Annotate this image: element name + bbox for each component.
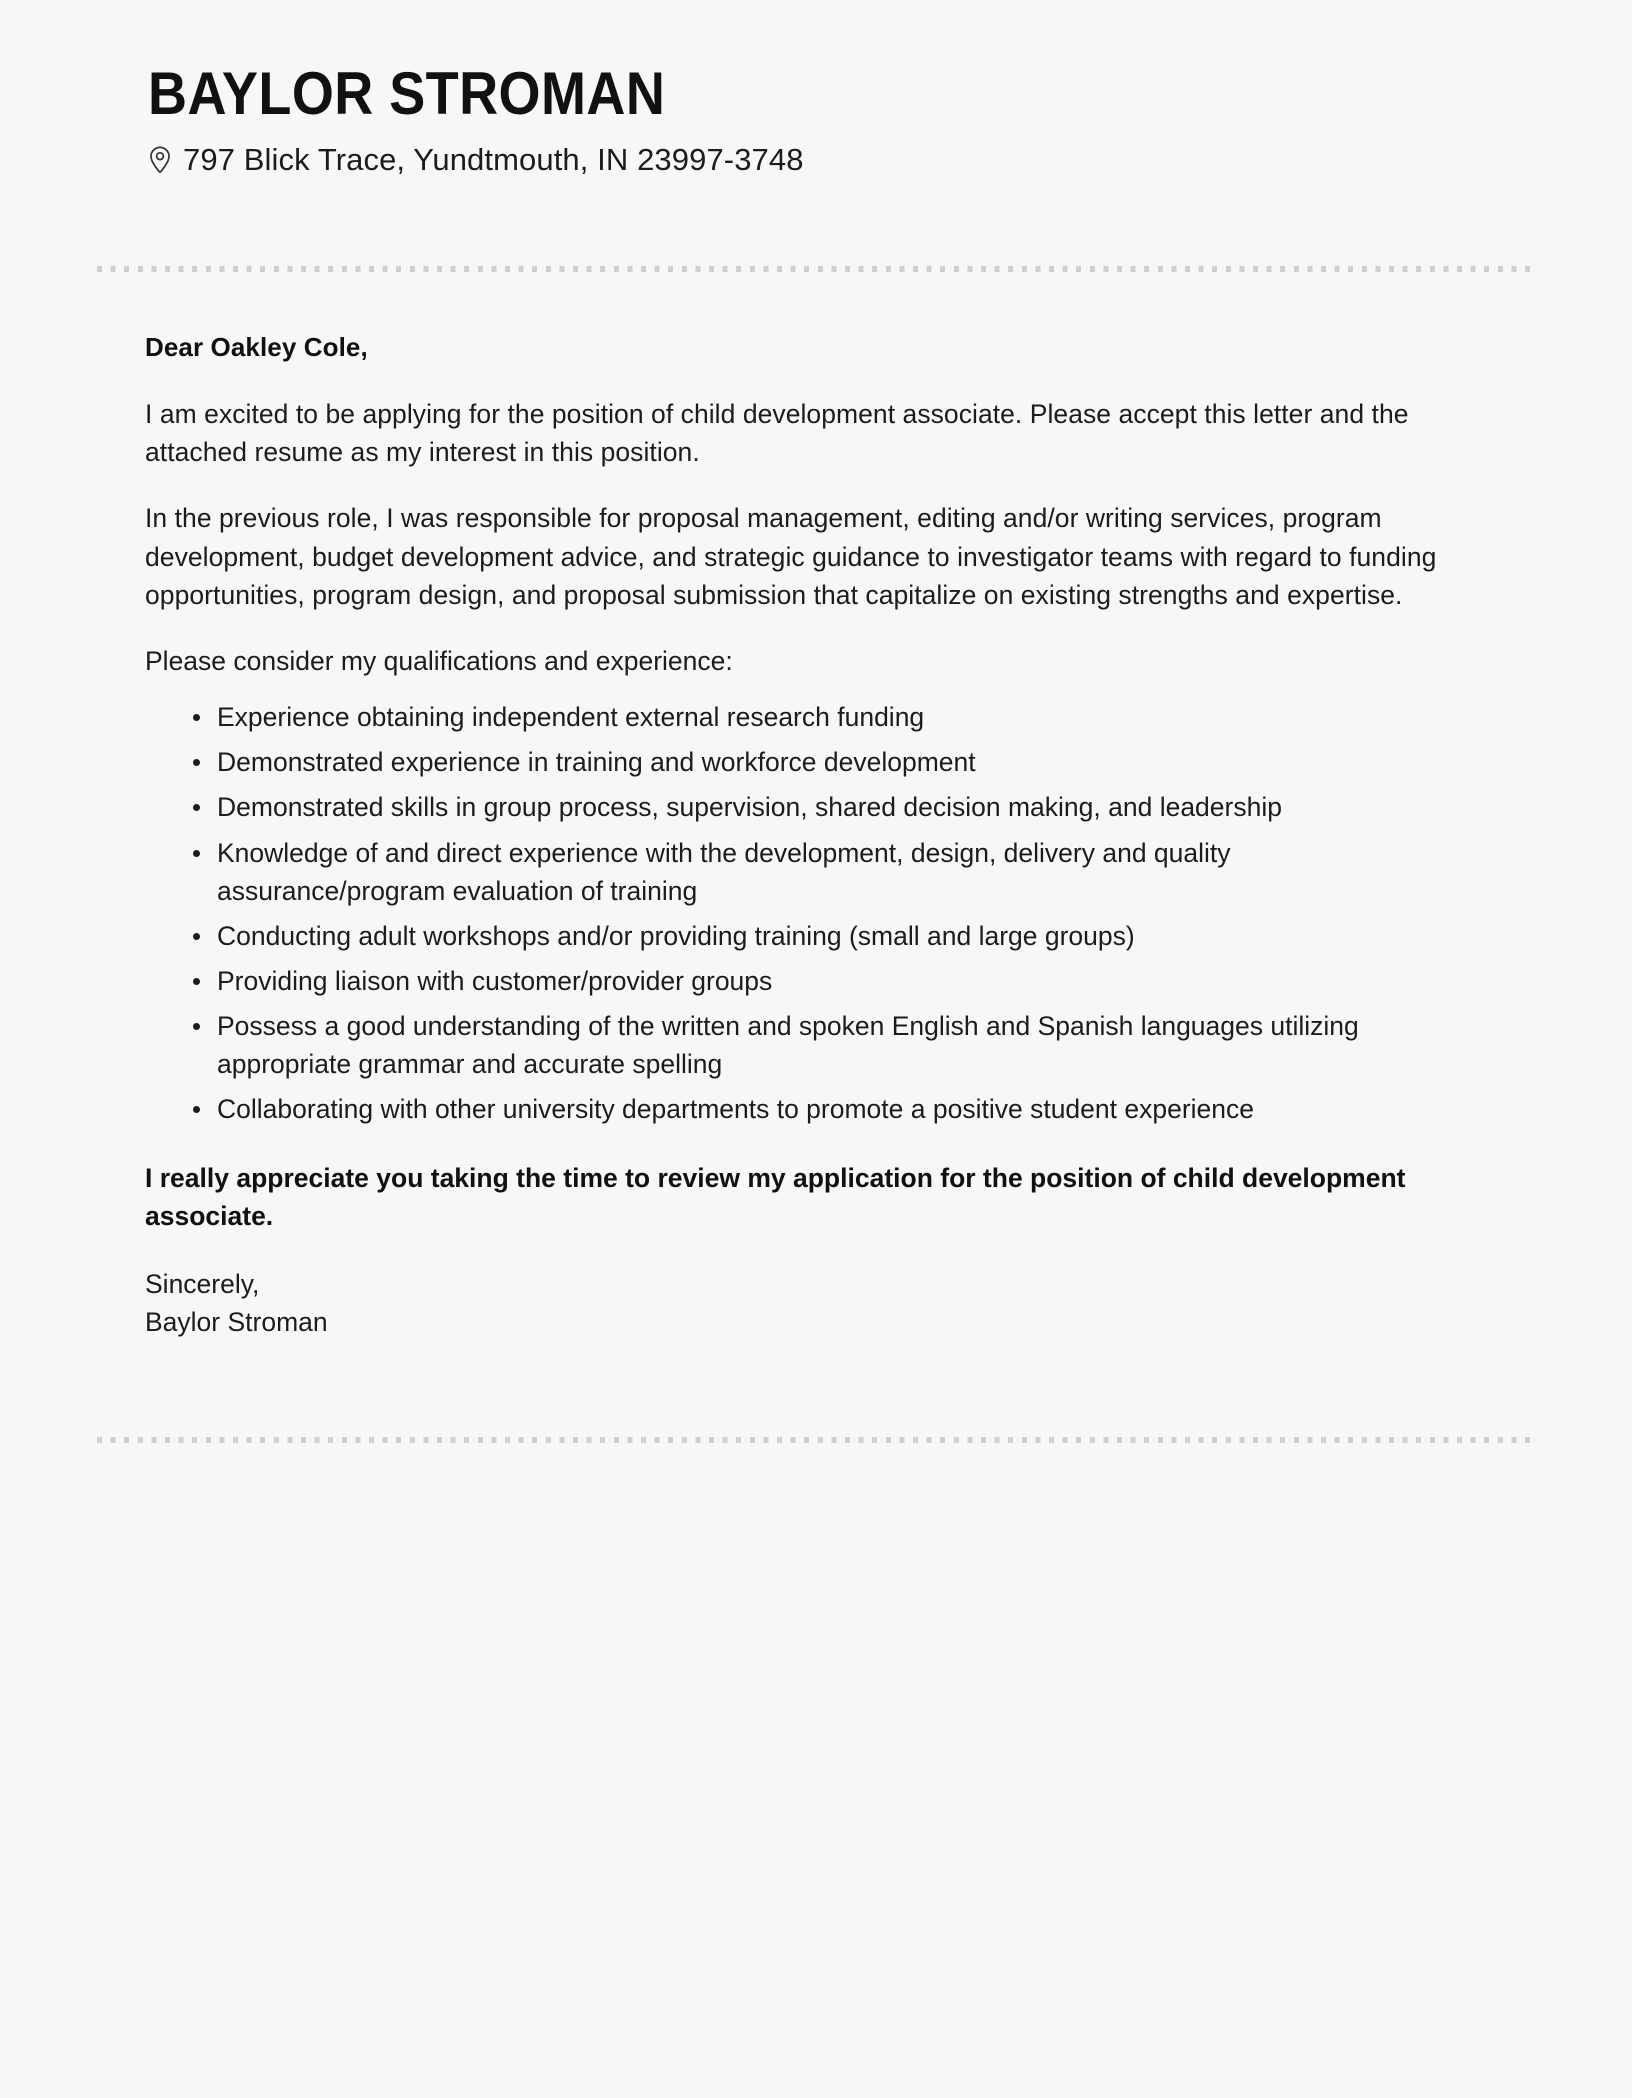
list-item: Demonstrated skills in group process, supervision, shared decision making, and leadership xyxy=(193,788,1450,826)
closing-statement: I really appreciate you taking the time to review my application for the position of child development associate. xyxy=(145,1162,1406,1231)
list-item: Providing liaison with customer/provider groups xyxy=(193,962,1450,1000)
body-paragraph-2: In the previous role, I was responsible for proposal management, editing and/or writing services, program development, budget development advice, and strategic guidance to investigator teams with regard to funding opportunities, program design, and proposal submission that capitalize on existing strengths and expertise. xyxy=(145,503,1437,610)
list-item: Possess a good understanding of the written and spoken English and Spanish languages utilizing appropriate grammar and accurate spelling xyxy=(193,1007,1450,1083)
location-pin-icon xyxy=(148,145,172,175)
list-item: Collaborating with other university departments to promote a positive student experience xyxy=(193,1090,1450,1128)
salutation: Dear Oakley Cole, xyxy=(145,332,368,362)
signature-name: Baylor Stroman xyxy=(145,1307,328,1338)
divider-bottom xyxy=(97,1437,1534,1443)
body-paragraph-1: I am excited to be applying for the position of child development associate. Please accept this letter and the attached resume as my interest in this position. xyxy=(145,399,1409,468)
qualifications-list xyxy=(145,698,1450,1129)
divider-top xyxy=(97,266,1534,272)
contact-address-line xyxy=(148,141,1632,180)
address-text: 797 Blick Trace, Yundtmouth, IN 23997-3748 xyxy=(183,142,804,177)
letter-header xyxy=(0,0,1632,180)
qualifications-intro: Please consider my qualifications and experience: xyxy=(145,645,733,676)
signature-block xyxy=(145,1265,1450,1341)
sign-off-text: Sincerely, xyxy=(145,1268,260,1299)
page-title: BAYLOR STROMAN xyxy=(148,60,666,127)
letter-body xyxy=(145,330,1450,1341)
list-item: Demonstrated experience in training and workforce development xyxy=(193,743,1450,781)
list-item: Conducting adult workshops and/or providing training (small and large groups) xyxy=(193,917,1450,955)
list-item: Knowledge of and direct experience with the development, design, delivery and quality assurance/program evaluation of training xyxy=(193,834,1450,910)
list-item: Experience obtaining independent external research funding xyxy=(193,698,1450,736)
